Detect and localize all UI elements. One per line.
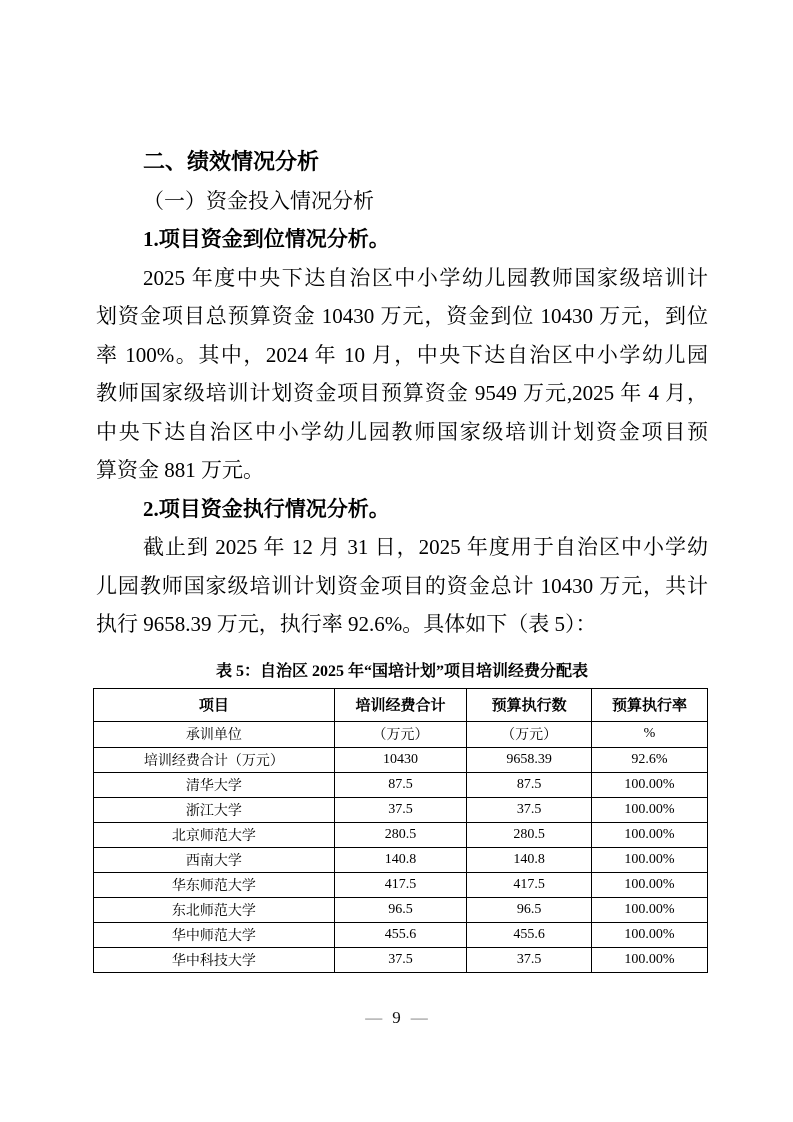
table-cell: 100.00% (591, 797, 707, 822)
table-cell: 37.5 (334, 947, 467, 972)
table-cell: 140.8 (467, 847, 592, 872)
paragraph-line: 中央下达自治区中小学幼儿园教师国家级培训计划资金项目预 (96, 419, 708, 444)
table-cell: 浙江大学 (94, 797, 335, 822)
section-heading: 二、绩效情况分析 (143, 149, 320, 174)
table-cell: 华东师范大学 (94, 872, 335, 897)
table-row (94, 797, 708, 822)
table-row (94, 922, 708, 947)
table-cell: 96.5 (334, 897, 467, 922)
table-cell: 西南大学 (94, 847, 335, 872)
footer-dash: — (410, 1008, 428, 1027)
table-cell: 37.5 (467, 947, 592, 972)
table-cell: 140.8 (334, 847, 467, 872)
table-cell: 100.00% (591, 947, 707, 972)
table-cell: 37.5 (334, 797, 467, 822)
page-number: 9 (392, 1008, 401, 1027)
table-cell: 10430 (334, 747, 467, 772)
column-subheader: % (591, 721, 707, 747)
table-cell: 北京师范大学 (94, 822, 335, 847)
table-cell: 455.6 (467, 922, 592, 947)
footer-dash: — (365, 1008, 383, 1027)
subsection-heading: （一）资金投入情况分析 (143, 188, 374, 213)
table-cell: 东北师范大学 (94, 897, 335, 922)
table-cell: 92.6% (591, 747, 707, 772)
table-cell: 培训经费合计（万元） (94, 747, 335, 772)
table-cell: 280.5 (467, 822, 592, 847)
table-cell: 87.5 (334, 772, 467, 797)
table-cell: 华中科技大学 (94, 947, 335, 972)
paragraph-line: 率 100%。其中，2024 年 10 月，中央下达自治区中小学幼儿园 (96, 342, 708, 367)
table-cell: 100.00% (591, 872, 707, 897)
table-row (94, 772, 708, 797)
page-content (96, 143, 708, 973)
table-cell: 100.00% (591, 847, 707, 872)
table-row (94, 872, 708, 897)
table-row (94, 822, 708, 847)
table-cell: 9658.39 (467, 747, 592, 772)
column-header: 预算执行数 (467, 688, 592, 721)
column-header: 预算执行率 (591, 688, 707, 721)
table-header-row (94, 688, 708, 721)
table-cell: 417.5 (467, 872, 592, 897)
table-cell: 96.5 (467, 897, 592, 922)
table-caption: 表 5：自治区 2025 年“国培计划”项目培训经费分配表 (215, 662, 588, 680)
page-footer (0, 1005, 793, 1031)
table-cell: 华中师范大学 (94, 922, 335, 947)
table-cell: 37.5 (467, 797, 592, 822)
paragraph-2 (96, 528, 708, 644)
table-row (94, 847, 708, 872)
table-row (94, 897, 708, 922)
column-subheader: （万元） (334, 721, 467, 747)
table-cell: 87.5 (467, 772, 592, 797)
column-subheader: 承训单位 (94, 721, 335, 747)
paragraph-line: 执行 9658.39 万元，执行率 92.6%。具体如下（表 5）： (96, 612, 597, 636)
table-cell: 100.00% (591, 897, 707, 922)
table-cell: 417.5 (334, 872, 467, 897)
column-subheader: （万元） (467, 721, 592, 747)
point-1-heading: 1.项目资金到位情况分析。 (143, 227, 390, 251)
paragraph-1 (96, 259, 708, 490)
table-cell: 清华大学 (94, 772, 335, 797)
table-cell: 455.6 (334, 922, 467, 947)
table-row (94, 947, 708, 972)
paragraph-line: 划资金项目总预算资金 10430 万元，资金到位 10430 万元，到位 (96, 304, 708, 328)
table-cell: 280.5 (334, 822, 467, 847)
table-body (94, 747, 708, 972)
paragraph-line: 截止到 2025 年 12 月 31 日，2025 年度用于自治区中小学幼 (143, 535, 708, 559)
column-header: 项目 (94, 688, 335, 721)
table-subheader-row (94, 721, 708, 747)
column-header: 培训经费合计 (334, 688, 467, 721)
paragraph-line: 教师国家级培训计划资金项目预算资金 9549 万元,2025 年 4 月， (96, 381, 708, 405)
funding-allocation-table (93, 688, 708, 973)
table-cell: 100.00% (591, 772, 707, 797)
table-cell: 100.00% (591, 922, 707, 947)
paragraph-line: 算资金 881 万元。 (96, 458, 264, 482)
table-cell: 100.00% (591, 822, 707, 847)
paragraph-line: 儿园教师国家级培训计划资金项目的资金总计 10430 万元，共计 (96, 573, 708, 598)
paragraph-line: 2025 年度中央下达自治区中小学幼儿园教师国家级培训计 (143, 265, 708, 290)
table-row (94, 747, 708, 772)
point-2-heading: 2.项目资金执行情况分析。 (143, 496, 390, 521)
